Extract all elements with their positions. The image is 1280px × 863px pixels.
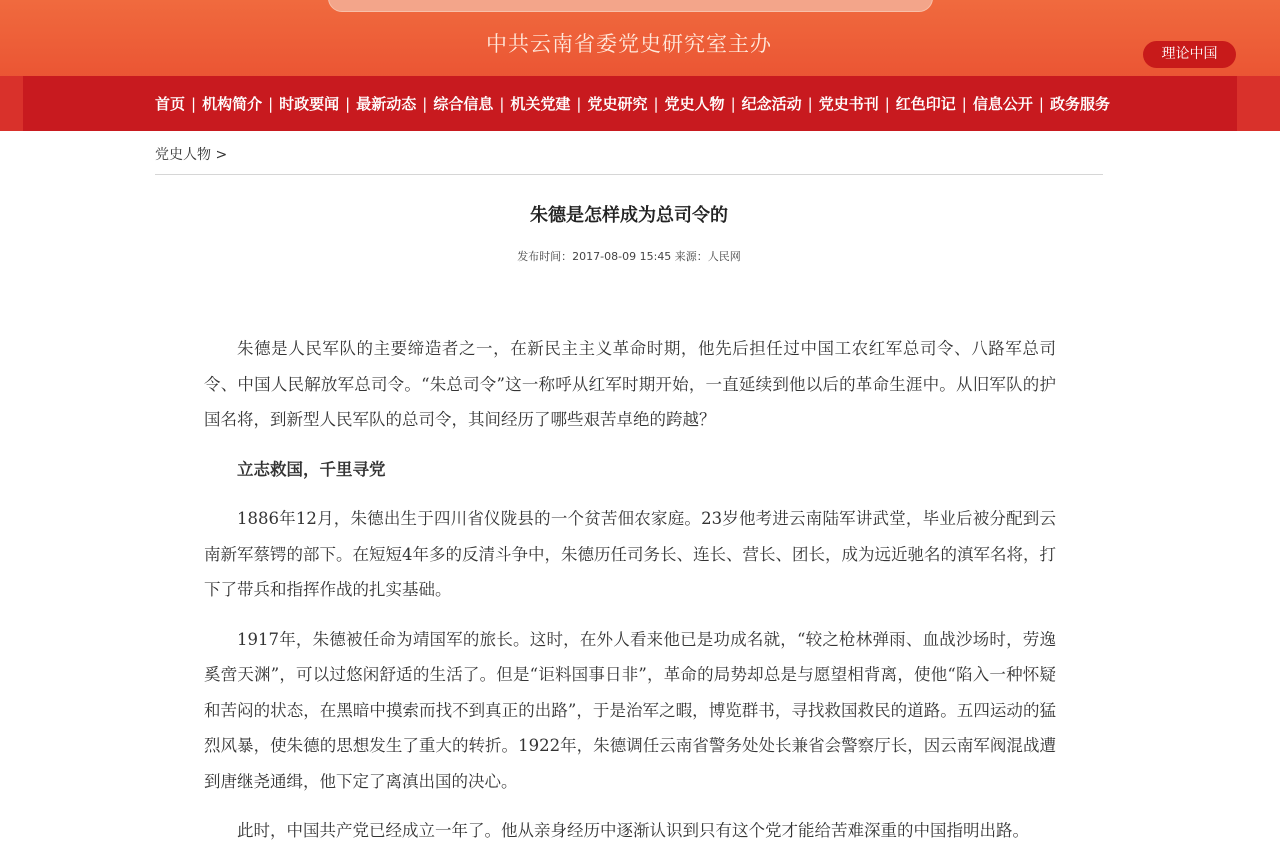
article-meta: 发布时间：2017-08-09 15:45 来源：人民网 — [517, 250, 741, 263]
breadcrumb[interactable]: 党史人物 > — [155, 147, 228, 163]
nav-separator: | — [884, 94, 890, 113]
article-paragraph: 1917年，朱德被任命为靖国军的旅长。这时，在外人看来他已是功成名就，“较之枪林弹雨、血战沙场时，劳逸奚啻天渊”，可以过悠闲舒适的生活了。但是“讵料国事日非”，革命的局势却总是与愿望相背离，使他“陷入一种怀疑和苦闷的状态，在黑暗中摸索而找不到真正的出路”，于是治军之暇，博览群书，寻找救国救民的道路。五四运动的猛烈风暴，使朱德的思想发生了重大的转折。1922年，朱德调任云南省警务处处长兼省会警察厅长，因云南军阀混战遭到唐继尧通缉，他下定了离滇出国的决心。 — [204, 629, 1056, 791]
nav-side-left — [0, 76, 23, 131]
nav-separator: | — [961, 94, 967, 113]
nav-item[interactable]: 党史书刊 — [818, 95, 879, 113]
nav-item[interactable]: 纪念活动 — [741, 95, 802, 113]
nav-item[interactable]: 党史人物 — [664, 95, 725, 113]
article-body — [204, 331, 1056, 863]
search-bar[interactable] — [328, 0, 933, 12]
nav-item[interactable]: 综合信息 — [433, 95, 494, 113]
nav-separator: | — [191, 94, 197, 113]
main-navbar — [23, 76, 1237, 131]
nav-item[interactable]: 最新动态 — [356, 95, 417, 113]
nav-item[interactable]: 机关党建 — [510, 95, 571, 113]
nav-separator: | — [422, 94, 428, 113]
nav-item[interactable]: 政务服务 — [1049, 95, 1110, 113]
site-subtitle: 中共云南省委党史研究室主办 — [486, 32, 772, 56]
nav-item[interactable]: 信息公开 — [972, 95, 1033, 113]
article-title: 朱德是怎样成为总司令的 — [530, 205, 728, 226]
breadcrumb-divider — [155, 174, 1103, 175]
nav-item[interactable]: 红色印记 — [895, 95, 956, 113]
nav-item[interactable]: 机构简介 — [202, 95, 263, 113]
site-header — [0, 0, 1280, 131]
nav-item[interactable]: 时政要闻 — [279, 95, 340, 113]
nav-item[interactable]: 首页 — [155, 95, 186, 113]
nav-separator: | — [807, 94, 813, 113]
nav-separator: | — [576, 94, 582, 113]
article-paragraph: 朱德是人民军队的主要缔造者之一，在新民主主义革命时期，他先后担任过中国工农红军总司令、八路军总司令、中国人民解放军总司令。“朱总司令”这一称呼从红军时期开始，一直延续到他以后的革命生涯中。从旧军队的护国名将，到新型人民军队的总司令，其间经历了哪些艰苦卓绝的跨越？ — [204, 339, 1056, 429]
nav-list — [155, 76, 1110, 131]
article-paragraph: 此时，中国共产党已经成立一年了。他从亲身经历中逐渐认识到只有这个党才能给苦难深重的中国指明出路。 — [237, 821, 1029, 840]
nav-separator: | — [345, 94, 351, 113]
article-paragraph: 1886年12月，朱德出生于四川省仪陇县的一个贫苦佃农家庭。23岁他考进云南陆军讲武堂，毕业后被分配到云南新军蔡锷的部下。在短短4年多的反清斗争中，朱德历任司务长、连长、营长、团长，成为远近驰名的滇军名将，打下了带兵和指挥作战的扎实基础。 — [204, 509, 1056, 599]
nav-side-right — [1237, 76, 1280, 131]
nav-separator: | — [730, 94, 736, 113]
nav-separator: | — [499, 94, 505, 113]
nav-separator: | — [1038, 94, 1044, 113]
nav-separator: | — [653, 94, 659, 113]
nav-separator: | — [268, 94, 274, 113]
nav-item[interactable]: 党史研究 — [587, 95, 648, 113]
article-subheading: 立志救国，千里寻党 — [237, 459, 386, 479]
lilun-zhongguo-button[interactable]: 理论中国 — [1143, 41, 1236, 68]
